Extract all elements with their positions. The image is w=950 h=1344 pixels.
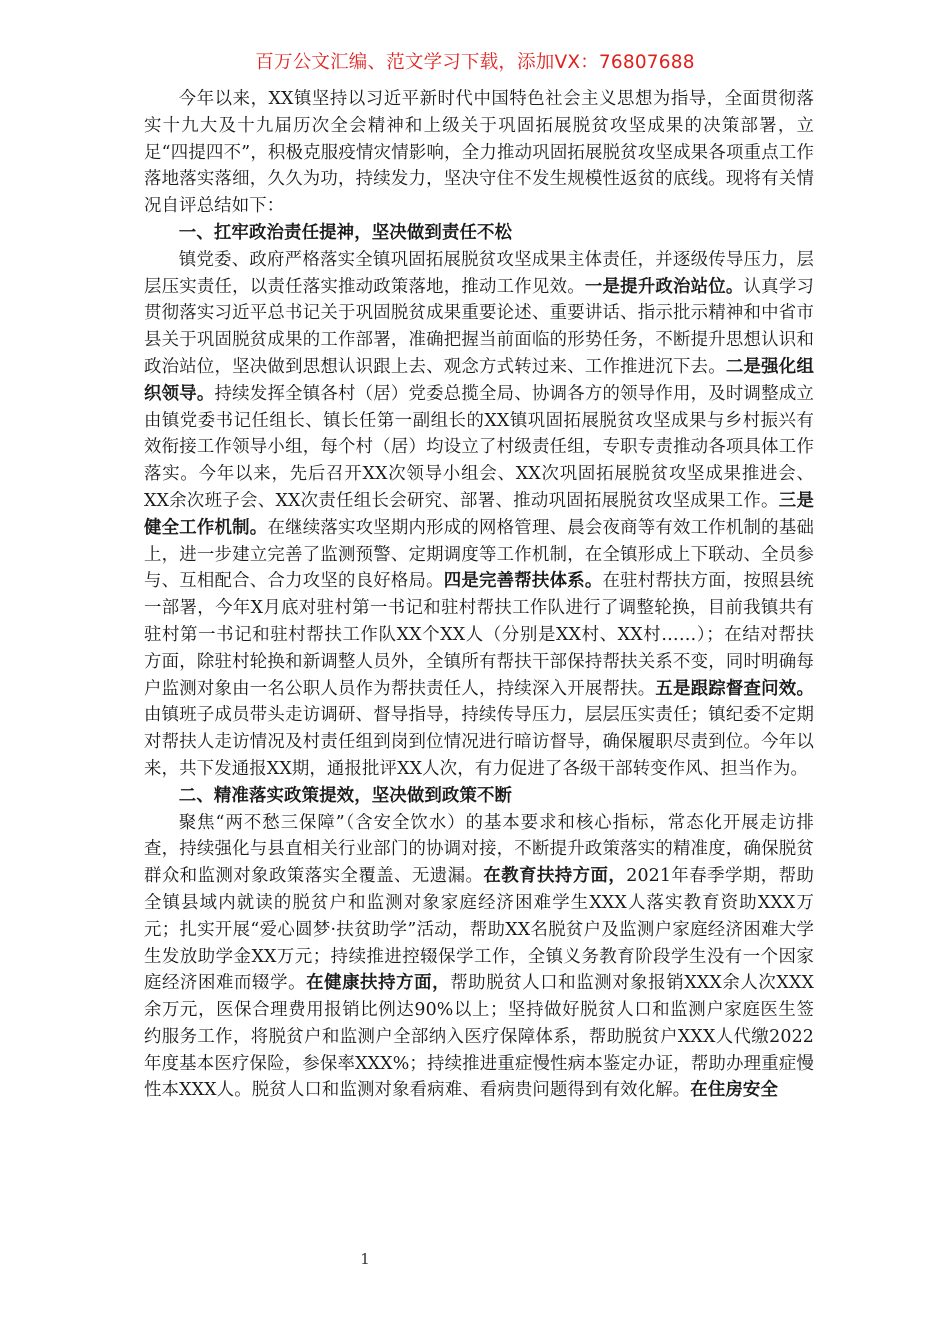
section-2-key-2: 在健康扶持方面，: [306, 973, 451, 994]
section-1-text-2: 持续发挥全镇各村（居）党委总揽全局、协调各方的领导作用，及时调整成立由镇党委书记任组长、镇长任第一副组长的XX镇巩固拓展脱贫攻坚成果与乡村振兴有效衔接工作领导小组，每个村（居）均设立了村级责任组，专职专责推动各项具体工作落实。今年以来，先后召开XX次领导小组会、XX次巩固拓展脱贫攻坚成果推进会、XX余次班子会、XX次责任组长会研究、部署、推动巩固拓展脱贫攻坚成果工作。: [144, 383, 814, 511]
section-1-key-1: 一是提升政治站位。: [584, 276, 744, 297]
section-2-paragraph: [144, 810, 814, 1105]
section-1-key-2: 二是强化组织领导。: [144, 356, 814, 404]
section-1-key-4: 四是完善帮扶体系。: [443, 571, 603, 592]
section-2-key-1: 在教育扶持方面，: [483, 866, 627, 887]
section-2-text-2: 帮助脱贫人口和监测对象报销XXX余人次XXX余万元，医保合理费用报销比例达90%以上；坚持做好脱贫人口和监测户家庭医生签约服务工作，将脱贫户和监测户全部纳入医疗保障体系，帮助脱贫户XXX人代缴2022年度基本医疗保险，参保率XXX%；持续推进重症慢性病本鉴定办证，帮助办理重症慢性本XXX人。脱贫人口和监测对象看病难、看病贵问题得到有效化解。: [144, 973, 814, 1101]
section-1-text-4: 在驻村帮扶方面，按照县统一部署，今年X月底对驻村第一书记和驻村帮扶工作队进行了调整轮换，目前我镇共有驻村第一书记和驻村帮扶工作队XX个XX人（分别是XX村、XX村……）；在结对帮扶方面，除驻村轮换和新调整人员外，全镇所有帮扶干部保持帮扶关系不变，同时明确每户监测对象由一名公职人员作为帮扶责任人，持续深入开展帮扶。: [144, 571, 814, 699]
section-2-lead: 聚焦“两不愁三保障”（含安全饮水）的基本要求和核心指标，常态化开展走访排查，持续强化与县直相关行业部门的协调对接，不断提升政策落实的精准度，确保脱贫群众和监测对象政策落实全覆盖、无遗漏。: [144, 812, 814, 887]
section-1-text-5: 由镇班子成员带头走访调研、督导指导，持续传导压力，层层压实责任；镇纪委不定期对帮扶人走访情况及村责任组到岗到位情况进行暗访督导，确保履职尽责到位。今年以来，共下发通报XX期，通报批评XX人次，有力促进了各级干部转变作风、担当作为。: [144, 705, 814, 779]
section-2-key-3: 在住房安全: [690, 1080, 778, 1101]
section-1-paragraph: [144, 247, 814, 783]
intro-paragraph: 今年以来，XX镇坚持以习近平新时代中国特色社会主义思想为指导，全面贯彻落实十九大及十九届历次全会精神和上级关于巩固拓展脱贫攻坚成果的决策部署，立足“四提四不”，积极克服疫情灾情影响，全力推动巩固拓展脱贫攻坚成果各项重点工作落地落实落细，久久为功，持续发力，坚决守住不发生规模性返贫的底线。现将有关情况自评总结如下：: [144, 89, 814, 217]
section-1-text-3: 在继续落实攻坚期内形成的网格管理、晨会夜商等有效工作机制的基础上，进一步建立完善了监测预警、定期调度等工作机制，在全镇形成上下联动、全员参与、互相配合、合力攻坚的良好格局。: [144, 517, 814, 592]
document-body: [144, 86, 814, 1104]
section-1-key-3: 三是健全工作机制。: [144, 490, 814, 538]
section-2-text-1: 2021年春季学期，帮助全镇县域内就读的脱贫户和监测对象家庭经济困难学生XXX人落实教育资助XXX万元；扎实开展“爱心圆梦·扶贫助学”活动，帮助XX名脱贫户及监测户家庭经济困难大学生发放助学金XX万元；持续推进控辍保学工作，全镇义务教育阶段学生没有一个因家庭经济困难而辍学。: [144, 866, 814, 994]
section-1-lead: 镇党委、政府严格落实全镇巩固拓展脱贫攻坚成果主体责任，并逐级传导压力，层层压实责任，以责任落实推动政策落地，推动工作见效。: [144, 249, 814, 297]
watermark-header: 百万公文汇编、范文学习下载，添加VX：76807688: [255, 52, 695, 73]
section-1-text-1: 认真学习贯彻落实习近平总书记关于巩固脱贫成果重要论述、重要讲话、指示批示精神和中省市县关于巩固脱贫成果的工作部署，准确把握当前面临的形势任务，不断提升思想认识和政治站位，坚决做到思想认识跟上去、观念方式转过来、工作推进沉下去。: [144, 276, 814, 377]
section-2-heading: 二、精准落实政策提效，坚决做到政策不断: [178, 785, 513, 806]
section-1-heading: 一、扛牢政治责任提神，坚决做到责任不松: [178, 222, 513, 243]
page-number: 1: [360, 1250, 370, 1268]
section-1-key-5: 五是跟踪督查问效。: [655, 678, 814, 699]
